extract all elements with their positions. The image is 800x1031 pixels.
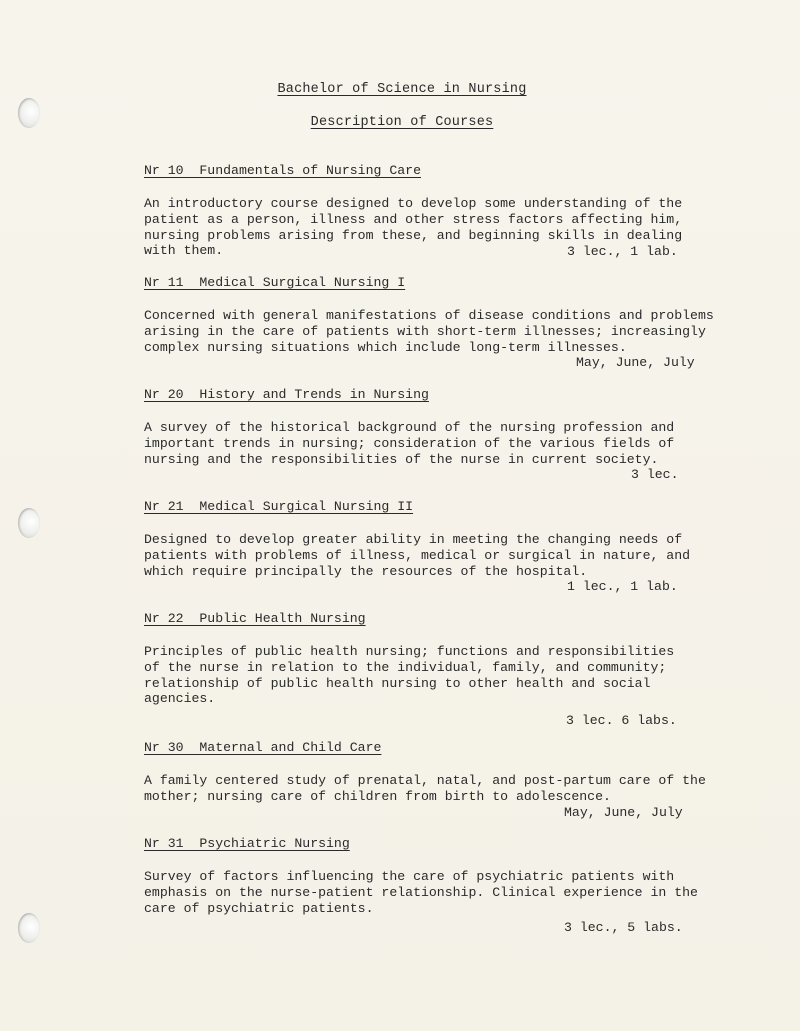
course-title: Nr 30 Maternal and Child Care (144, 740, 382, 755)
course-credit: May, June, July (576, 355, 695, 371)
course-nr22 (144, 611, 724, 729)
course-title: Nr 22 Public Health Nursing (144, 611, 366, 626)
course-title: Nr 31 Psychiatric Nursing (144, 836, 350, 851)
course-credit: 3 lec. 6 labs. (566, 713, 677, 729)
program-title (0, 82, 800, 97)
punch-hole-bottom (18, 913, 40, 943)
course-nr30 (144, 740, 724, 821)
document-subtitle (0, 115, 800, 130)
document-subtitle-text: Description of Courses (310, 115, 494, 130)
course-title: Nr 10 Fundamentals of Nursing Care (144, 163, 421, 178)
course-description: A family centered study of prenatal, natal, and post-partum care of the mother; nursing care of children from birth to adolescence. (144, 773, 706, 804)
course-nr20 (144, 387, 724, 483)
course-credit: 3 lec. (631, 467, 679, 483)
course-credit: 1 lec., 1 lab. (567, 579, 678, 595)
program-title-text: Bachelor of Science in Nursing (277, 82, 527, 97)
course-nr11 (144, 275, 724, 371)
course-title: Nr 11 Medical Surgical Nursing I (144, 275, 406, 290)
course-description: Concerned with general manifestations of disease conditions and problems arising in the care of patients with short-term illnesses; increasingly complex nursing situations which include long-term illnesses. (144, 308, 714, 355)
course-description: Principles of public health nursing; functions and responsibilities of the nurse in relation to the individual, family, and community; relationship of public health nursing to other health and social agencies. (144, 644, 675, 707)
course-credit: May, June, July (564, 804, 683, 820)
course-nr10 (144, 163, 724, 275)
course-description: Survey of factors influencing the care of psychiatric patients with emphasis on the nurse-patient relationship. Clinical experience in the care of psychiatric patients. (144, 869, 698, 916)
course-description: An introductory course designed to develop some understanding of the patient as a person, illness and other stress factors affecting him, nursing problems arising from these, and beginning skills in dealing with them. (144, 196, 683, 259)
course-title: Nr 21 Medical Surgical Nursing II (144, 499, 414, 514)
course-description: Designed to develop greater ability in meeting the changing needs of patients with problems of illness, medical or surgical in nature, and which require principally the resources of the hospital. (144, 532, 691, 579)
course-title: Nr 20 History and Trends in Nursing (144, 387, 429, 402)
punch-hole-middle (18, 508, 40, 538)
course-nr31 (144, 836, 724, 936)
course-description: A survey of the historical background of the nursing profession and important trends in nursing; consideration of the various fields of nursing and the responsibilities of the nurse in current society. (144, 420, 675, 467)
course-credit: 3 lec., 5 labs. (564, 920, 683, 936)
course-nr21 (144, 499, 724, 595)
course-credit: 3 lec., 1 lab. (567, 244, 678, 260)
